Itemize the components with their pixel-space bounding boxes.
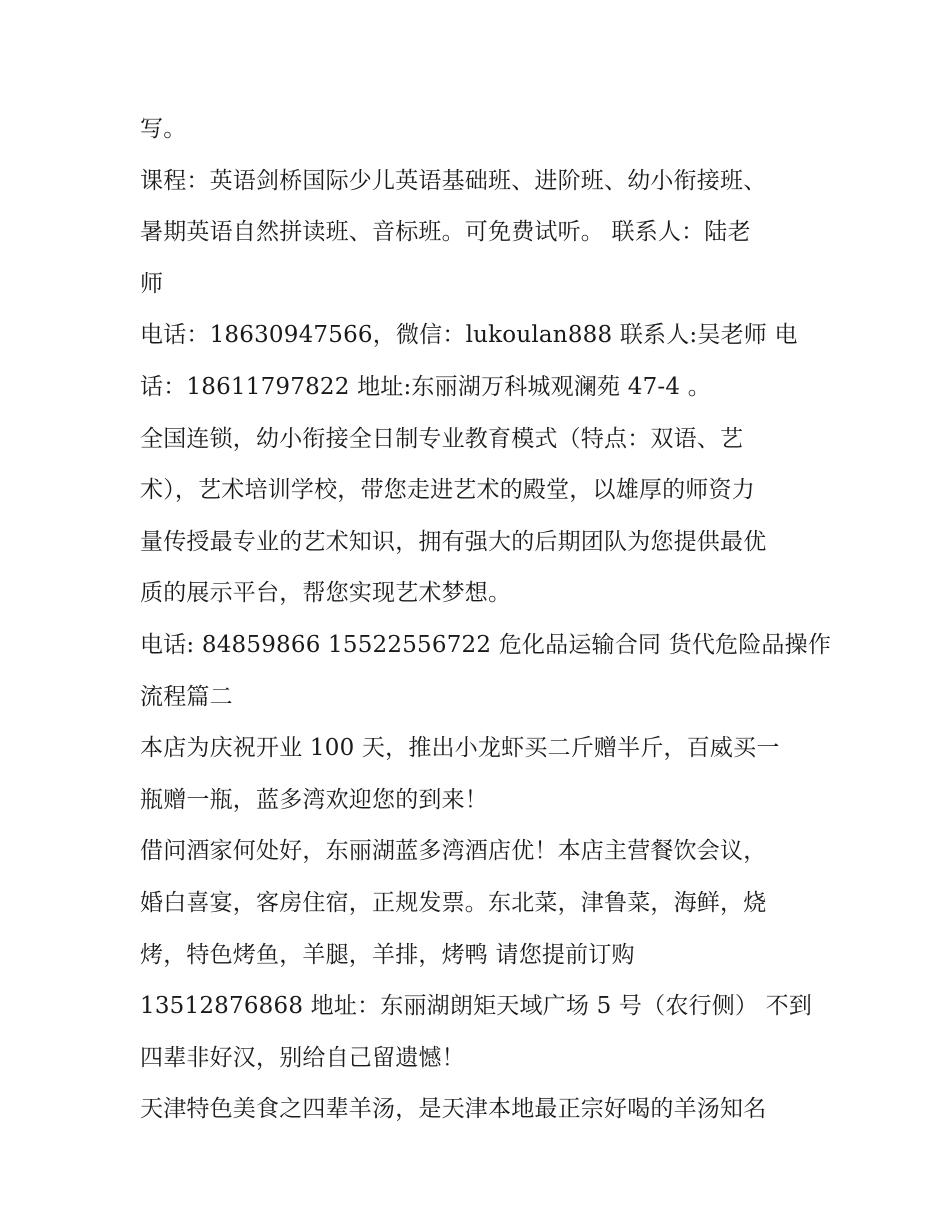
text-line: 量传授最专业的艺术知识，拥有强大的后期团队为您提供最优 (140, 528, 767, 555)
text-line: 质的展示平台，帮您实现艺术梦想。 (140, 580, 512, 607)
text-line: 全国连锁，幼小衔接全日制专业教育模式（特点：双语、艺 (140, 425, 744, 452)
text-line: 电话: 84859866 15522556722 危化品运输合同 货代危险品操作 (140, 631, 832, 658)
text-line: 天津特色美食之四辈羊汤，是天津本地最正宗好喝的羊汤知名 (140, 1096, 767, 1123)
text-line: 借问酒家何处好，东丽湖蓝多湾酒店优！本店主营餐饮会议， (140, 838, 767, 865)
text-line: 课程：英语剑桥国际少儿英语基础班、进阶班、幼小衔接班、 (140, 167, 767, 194)
text-line: 写。 (140, 116, 187, 142)
text-line: 四辈非好汉，别给自己留遗憾！ (140, 1044, 465, 1071)
text-line: 13512876868 地址：东丽湖朗矩天域广场 5 号（农行侧） 不到 (140, 993, 813, 1020)
document-body (140, 104, 832, 1136)
text-line: 流程篇二 (140, 683, 233, 710)
text-line: 师 (140, 270, 164, 297)
text-line: 婚白喜宴，客房住宿，正规发票。东北菜，津鲁菜，海鲜，烧 (140, 889, 767, 916)
text-line: 电话：18630947566，微信：lukoulan888 联系人:吴老师 电 (140, 322, 798, 349)
text-line: 术），艺术培训学校，带您走进艺术的殿堂，以雄厚的师资力 (140, 477, 755, 504)
text-line: 本店为庆祝开业 100 天，推出小龙虾买二斤赠半斤，百威买一 (140, 735, 780, 762)
text-line: 话：18611797822 地址:东丽湖万科城观澜苑 47-4 。 (140, 373, 711, 400)
text-line: 烤，特色烤鱼，羊腿，羊排，烤鸭 请您提前订购 (140, 941, 635, 968)
text-line: 瓶赠一瓶，蓝多湾欢迎您的到来！ (140, 786, 488, 813)
text-line: 暑期英语自然拼读班、音标班。可免费试听。 联系人：陆老 (140, 219, 751, 246)
